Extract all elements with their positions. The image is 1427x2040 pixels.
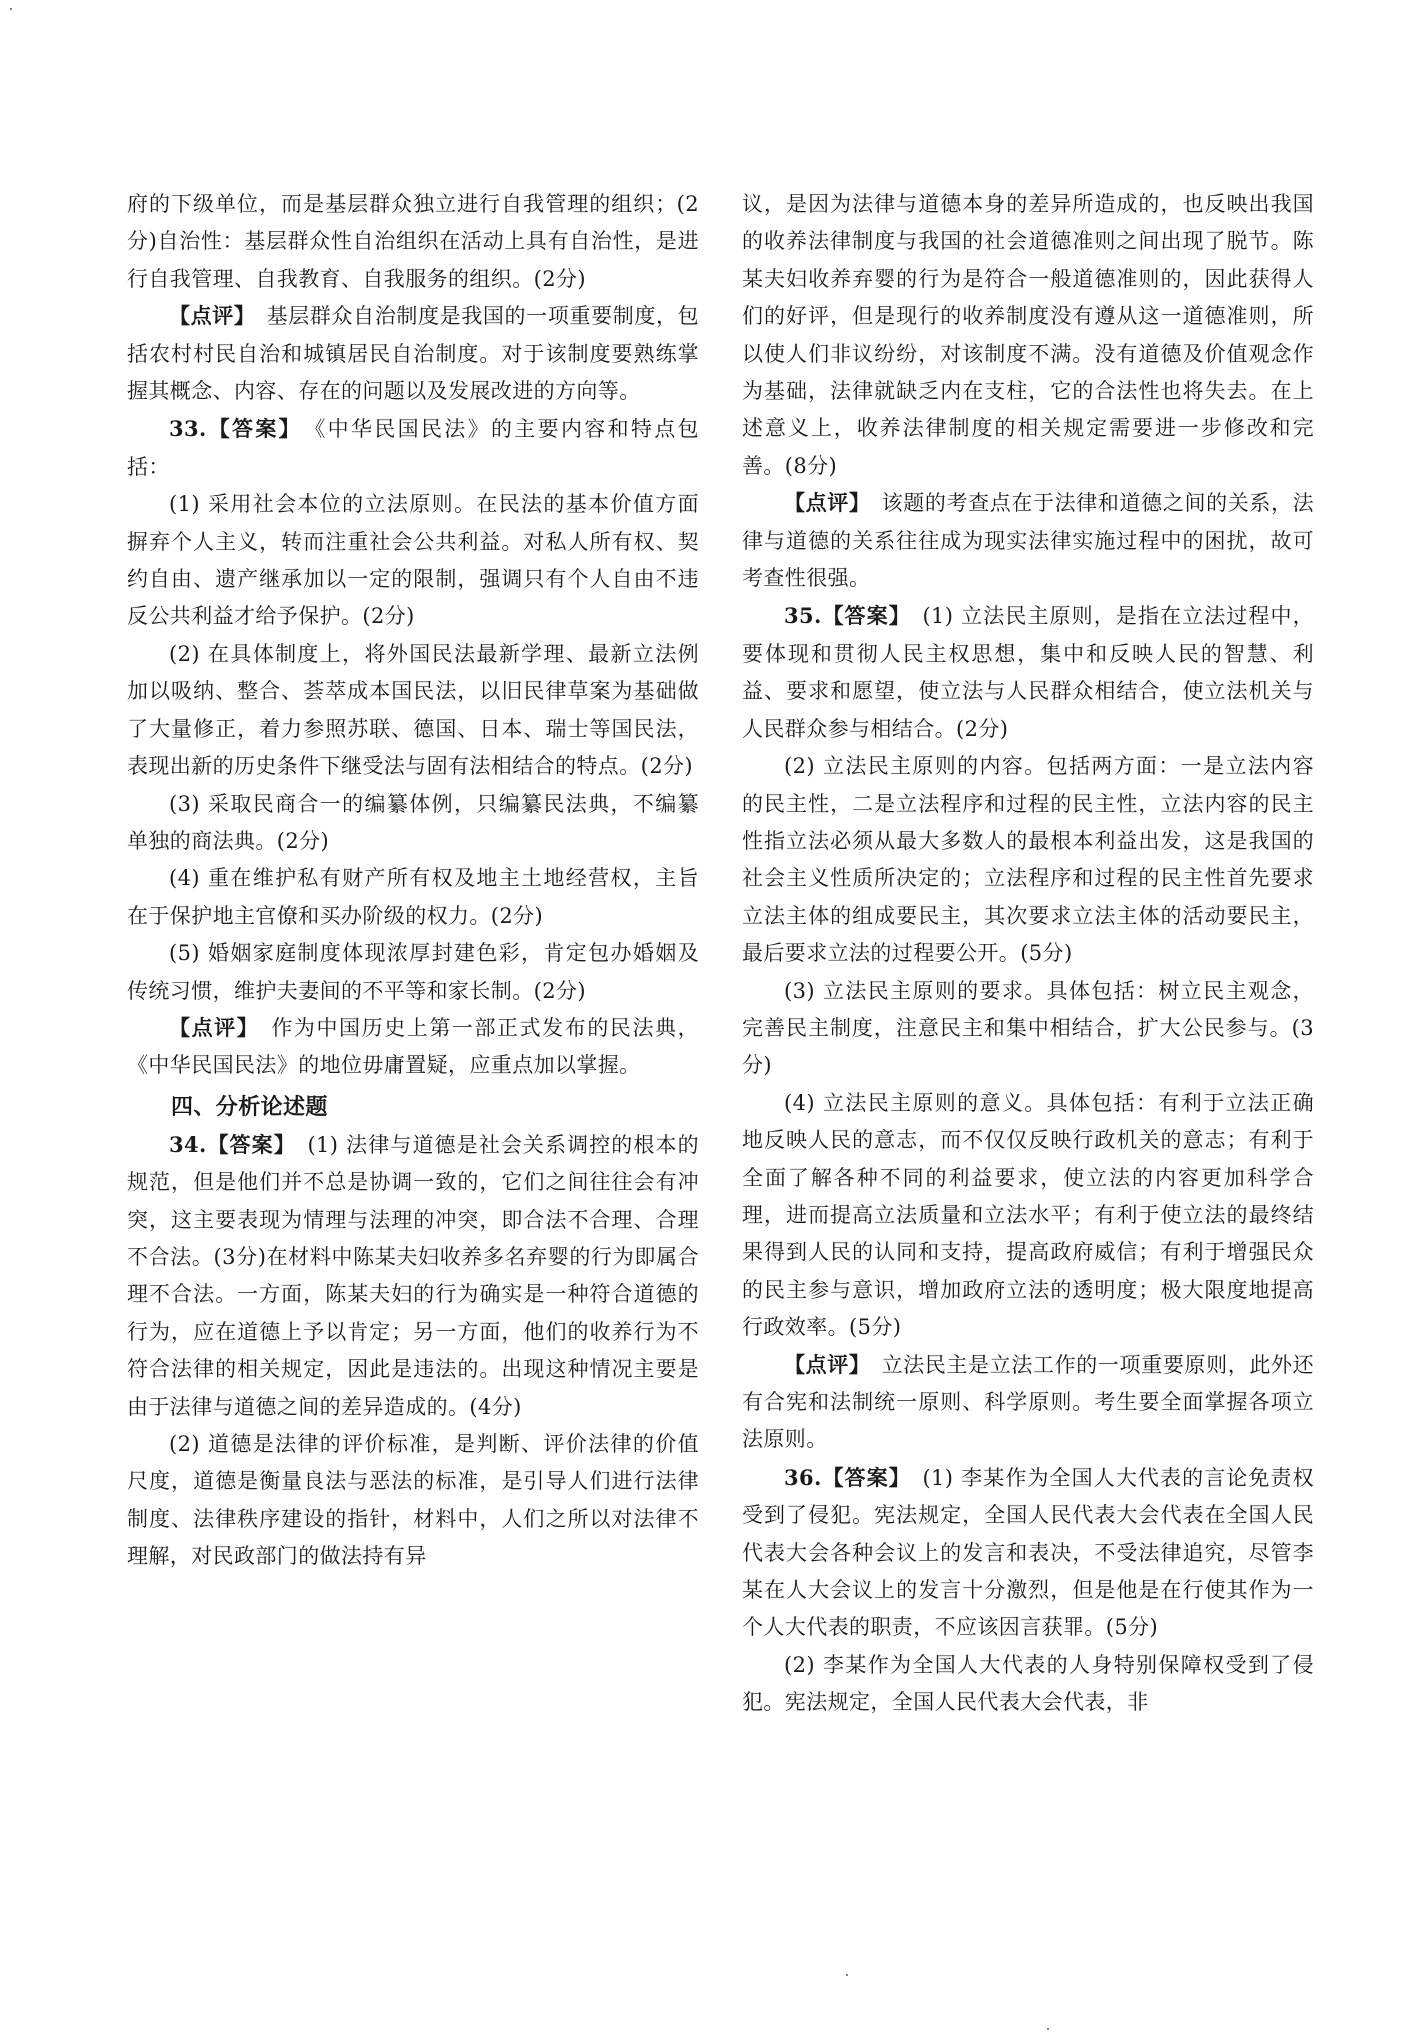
answer-33-item-2: (2) 在具体制度上，将外国民法最新学理、最新立法例加以吸纳、整合、荟萃成本国民法，以旧民律草案为基础做了大量修正，着力参照苏联、德国、日本、瑞士等国民法，表现出新的历史条件下继受法与固有法相结合的特点。(2分): [127, 641, 699, 779]
comment-label: 【点评】: [169, 1015, 249, 1040]
answer-34-item-2-continued: 议，是因为法律与道德本身的差异所造成的，也反映出我国的收养法律制度与我国的社会道德准则之间出现了脱节。陈某夫妇收养弃婴的行为是符合一般道德准则的，因此获得人们的好评，但是现行的收养制度没有遵从这一道德准则，所以使人们非议纷纷，对该制度不满。没有道德及价值观念作为基础，法律就缺乏内在支柱，它的合法性也将失去。在上述意义上，收养法律制度的相关规定需要进一步修改和完善。(8分): [742, 192, 1314, 478]
answer-label: 【答案】: [206, 1132, 286, 1157]
comment-paragraph: [127, 1010, 699, 1085]
scan-speck: [846, 1974, 848, 1976]
comment-text: 立法民主是立法工作的一项重要原则，此外还有合宪和法制统一原则、科学原则。考生要全面掌握各项立法原则。: [742, 1352, 1314, 1452]
answer-36-item-2: (2) 李某作为全国人大代表的人身特别保障权受到了侵犯。宪法规定，全国人民代表大会代表，非: [742, 1652, 1314, 1715]
comment-paragraph: [127, 298, 699, 410]
left-column: [127, 186, 699, 1576]
answer-35: [742, 597, 1314, 748]
comment-label: 【点评】: [784, 491, 861, 516]
scan-speck: [10, 8, 12, 10]
comment-label: 【点评】: [784, 1352, 861, 1377]
question-number: 36.: [784, 1464, 822, 1490]
answer-text: (1) 立法民主原则，是指在立法过程中，要体现和贯彻人民主权思想，集中和反映人民的智慧、利益、要求和愿望，使立法与人民群众相结合，使立法机关与人民群众参与相结合。(2分): [742, 604, 1314, 741]
question-number: 35.: [784, 603, 822, 629]
answer-35-item-2: (2) 立法民主原则的内容。包括两方面：一是立法内容的民主性，二是立法程序和过程的民主性，立法内容的民主性指立法必须从最大多数人的最根本利益出发，这是我国的社会主义性质所决定的；立法程序和过程的民主性首先要求立法主体的组成要民主，其次要求立法主体的活动要民主，最后要求立法的过程要公开。(5分): [742, 754, 1314, 966]
answer-33-item-1: (1) 采用社会本位的立法原则。在民法的基本价值方面摒弃个人主义，转而注重社会公共利益。对私人所有权、契约自由、遗产继承加以一定的限制，强调只有个人自由不违反公共利益才给予保护。(2分): [127, 492, 699, 629]
answer-33-item-4: (4) 重在维护私有财产所有权及地主土地经营权，主旨在于保护地主官僚和买办阶级的权力。(2分): [127, 866, 699, 928]
answer-34: [127, 1126, 699, 1426]
answer-label: 【答案】: [206, 417, 292, 442]
answer-label: 【答案】: [821, 604, 901, 629]
comment-text: 该题的考查点在于法律和道德之间的关系，法律与道德的关系往往成为现实法律实施过程中的困扰，故可考查性很强。: [742, 491, 1314, 591]
answer-33: [127, 410, 699, 486]
scan-speck: [1047, 2028, 1049, 2030]
answer-35-item-3: (3) 立法民主原则的要求。具体包括：树立民主观念，完善民主制度，注意民主和集中相结合，扩大公民参与。(3分): [742, 978, 1314, 1078]
section-heading: 四、分析论述题: [171, 1094, 328, 1120]
paragraph: 府的下级单位，而是基层群众独立进行自我管理的组织；(2分)自治性：基层群众性自治组织在活动上具有自治性，是进行自我管理、自我教育、自我服务的组织。(2分): [127, 192, 699, 291]
comment-paragraph: [742, 1347, 1314, 1459]
comment-paragraph: [742, 485, 1314, 597]
answer-text: (1) 法律与道德是社会关系调控的根本的规范，但是他们并不总是协调一致的，它们之间往往会有冲突，这主要表现为情理与法理的冲突，即合法不合理、合理不合法。(3分)在材料中陈某夫妇收养多名弃婴的行为即属合理不合法。一方面，陈某夫妇的行为确实是一种符合道德的行为，应在道德上予以肯定；另一方面，他们的收养行为不符合法律的相关规定，因此是违法的。出现这种情况主要是由于法律与道德之间的差异造成的。(4分): [127, 1132, 699, 1419]
answer-label: 【答案】: [821, 1465, 901, 1490]
answer-36: [742, 1459, 1314, 1647]
comment-label: 【点评】: [169, 304, 246, 329]
answer-text: 《中华民国民法》的主要内容和特点包括：: [127, 417, 699, 479]
answer-text: (1) 李某作为全国人大代表的言论免责权受到了侵犯。宪法规定，全国人民代表大会代表在全国人民代表大会各种会议上的发言和表决，不受法律追究，尽管李某在人大会议上的发言十分激烈，但是他是在行使其作为一个人大代表的职责，不应该因言获罪。(5分): [742, 1465, 1314, 1640]
question-number: 33.: [169, 416, 207, 442]
answer-33-item-3: (3) 采取民商合一的编纂体例，只编纂民法典，不编纂单独的商法典。(2分): [127, 791, 699, 853]
question-number: 34.: [169, 1131, 207, 1157]
answer-34-item-2: (2) 道德是法律的评价标准，是判断、评价法律的价值尺度，道德是衡量良法与恶法的标准，是引导人们进行法律制度、法律秩序建设的指针，材料中，人们之所以对法律不理解，对民政部门的做法持有异: [127, 1432, 699, 1569]
comment-text: 作为中国历史上第一部正式发布的民法典，《中华民国民法》的地位毋庸置疑，应重点加以掌握。: [127, 1015, 699, 1078]
right-column: [742, 186, 1314, 1722]
answer-33-item-5: (5) 婚姻家庭制度体现浓厚封建色彩，肯定包办婚姻及传统习惯，维护夫妻间的不平等和家长制。(2分): [127, 941, 699, 1003]
comment-text: 基层群众自治制度是我国的一项重要制度，包括农村村民自治和城镇居民自治制度。对于该制度要熟练掌握其概念、内容、存在的问题以及发展改进的方向等。: [127, 304, 699, 404]
answer-35-item-4: (4) 立法民主原则的意义。具体包括：有利于立法正确地反映人民的意志，而不仅仅反映行政机关的意志；有利于全面了解各种不同的利益要求，使立法的内容更加科学合理，进而提高立法质量和立法水平；有利于使立法的最终结果得到人民的认同和支持，提高政府威信；有利于增强民众的民主参与意识，增加政府立法的透明度；极大限度地提高行政效率。(5分): [742, 1090, 1314, 1340]
